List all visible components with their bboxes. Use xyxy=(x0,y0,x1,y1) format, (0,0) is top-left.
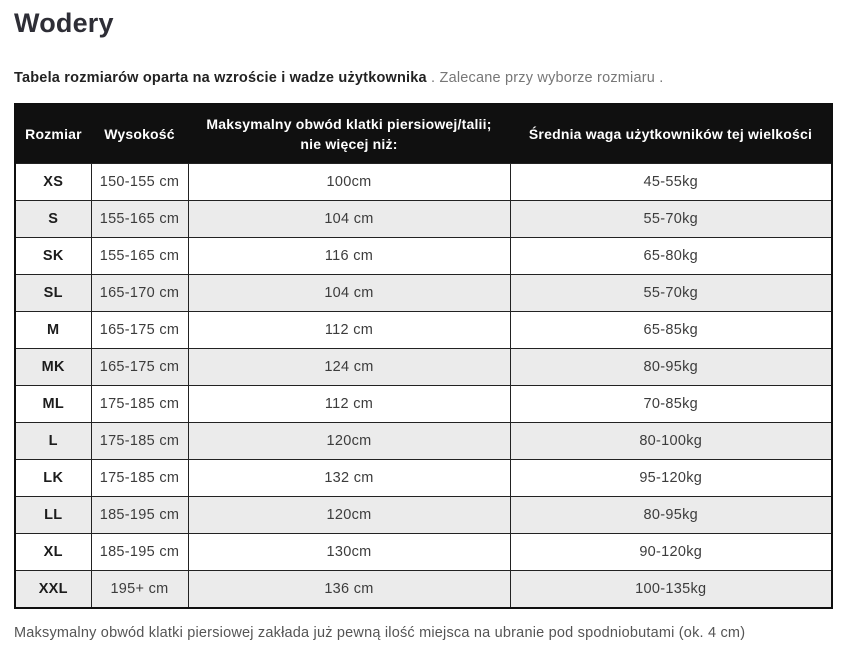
chest-cell: 130cm xyxy=(188,534,510,571)
chest-cell: 136 cm xyxy=(188,571,510,609)
chest-cell: 132 cm xyxy=(188,460,510,497)
weight-cell: 80-95kg xyxy=(510,349,832,386)
table-row xyxy=(15,460,832,497)
header-cell-chest: Maksymalny obwód klatki piersiowej/talii; nie więcej niż: xyxy=(188,104,510,164)
weight-cell: 45-55kg xyxy=(510,164,832,201)
size-cell: S xyxy=(15,201,91,238)
table-row xyxy=(15,349,832,386)
table-row xyxy=(15,571,832,609)
table-row xyxy=(15,497,832,534)
height-cell: 150-155 cm xyxy=(91,164,188,201)
header-cell-height: Wysokość xyxy=(91,104,188,164)
footnote: Maksymalny obwód klatki piersiowej zakłada już pewną ilość miejsca na ubranie pod spodniobutami (ok. 4 cm) xyxy=(14,625,746,641)
size-cell: XS xyxy=(15,164,91,201)
chest-cell: 104 cm xyxy=(188,275,510,312)
height-cell: 165-170 cm xyxy=(91,275,188,312)
subtitle-bold-text: Tabela rozmiarów oparta na wzroście i wadze użytkownika xyxy=(14,70,427,86)
height-cell: 175-185 cm xyxy=(91,386,188,423)
page-title: Wodery xyxy=(14,8,114,38)
height-cell: 155-165 cm xyxy=(91,201,188,238)
size-cell: XXL xyxy=(15,571,91,609)
header-cell-size: Rozmiar xyxy=(15,104,91,164)
size-cell: SK xyxy=(15,238,91,275)
height-cell: 195+ cm xyxy=(91,571,188,609)
height-cell: 155-165 cm xyxy=(91,238,188,275)
chest-cell: 112 cm xyxy=(188,312,510,349)
chest-cell: 120cm xyxy=(188,497,510,534)
weight-cell: 70-85kg xyxy=(510,386,832,423)
chest-cell: 104 cm xyxy=(188,201,510,238)
height-cell: 185-195 cm xyxy=(91,497,188,534)
table-row xyxy=(15,164,832,201)
height-cell: 165-175 cm xyxy=(91,349,188,386)
weight-cell: 90-120kg xyxy=(510,534,832,571)
size-cell: LL xyxy=(15,497,91,534)
weight-cell: 80-100kg xyxy=(510,423,832,460)
chest-cell: 124 cm xyxy=(188,349,510,386)
height-cell: 175-185 cm xyxy=(91,423,188,460)
size-cell: XL xyxy=(15,534,91,571)
size-cell: L xyxy=(15,423,91,460)
size-cell: SL xyxy=(15,275,91,312)
weight-cell: 80-95kg xyxy=(510,497,832,534)
table-row xyxy=(15,238,832,275)
chest-cell: 120cm xyxy=(188,423,510,460)
size-cell: MK xyxy=(15,349,91,386)
size-cell: LK xyxy=(15,460,91,497)
size-cell: ML xyxy=(15,386,91,423)
weight-cell: 100-135kg xyxy=(510,571,832,609)
header-cell-weight: Średnia waga użytkowników tej wielkości xyxy=(510,104,832,164)
weight-cell: 65-85kg xyxy=(510,312,832,349)
table-row xyxy=(15,275,832,312)
height-cell: 175-185 cm xyxy=(91,460,188,497)
table-row xyxy=(15,534,832,571)
size-table xyxy=(14,103,833,609)
table-row xyxy=(15,312,832,349)
height-cell: 165-175 cm xyxy=(91,312,188,349)
weight-cell: 55-70kg xyxy=(510,275,832,312)
weight-cell: 65-80kg xyxy=(510,238,832,275)
height-cell: 185-195 cm xyxy=(91,534,188,571)
weight-cell: 55-70kg xyxy=(510,201,832,238)
chest-cell: 116 cm xyxy=(188,238,510,275)
table-row xyxy=(15,201,832,238)
subtitle xyxy=(14,70,831,86)
size-cell: M xyxy=(15,312,91,349)
subtitle-note-text: . Zalecane przy wyborze rozmiaru . xyxy=(426,70,664,86)
weight-cell: 95-120kg xyxy=(510,460,832,497)
table-header-row xyxy=(15,104,832,164)
table-row xyxy=(15,423,832,460)
chest-cell: 100cm xyxy=(188,164,510,201)
table-row xyxy=(15,386,832,423)
chest-cell: 112 cm xyxy=(188,386,510,423)
